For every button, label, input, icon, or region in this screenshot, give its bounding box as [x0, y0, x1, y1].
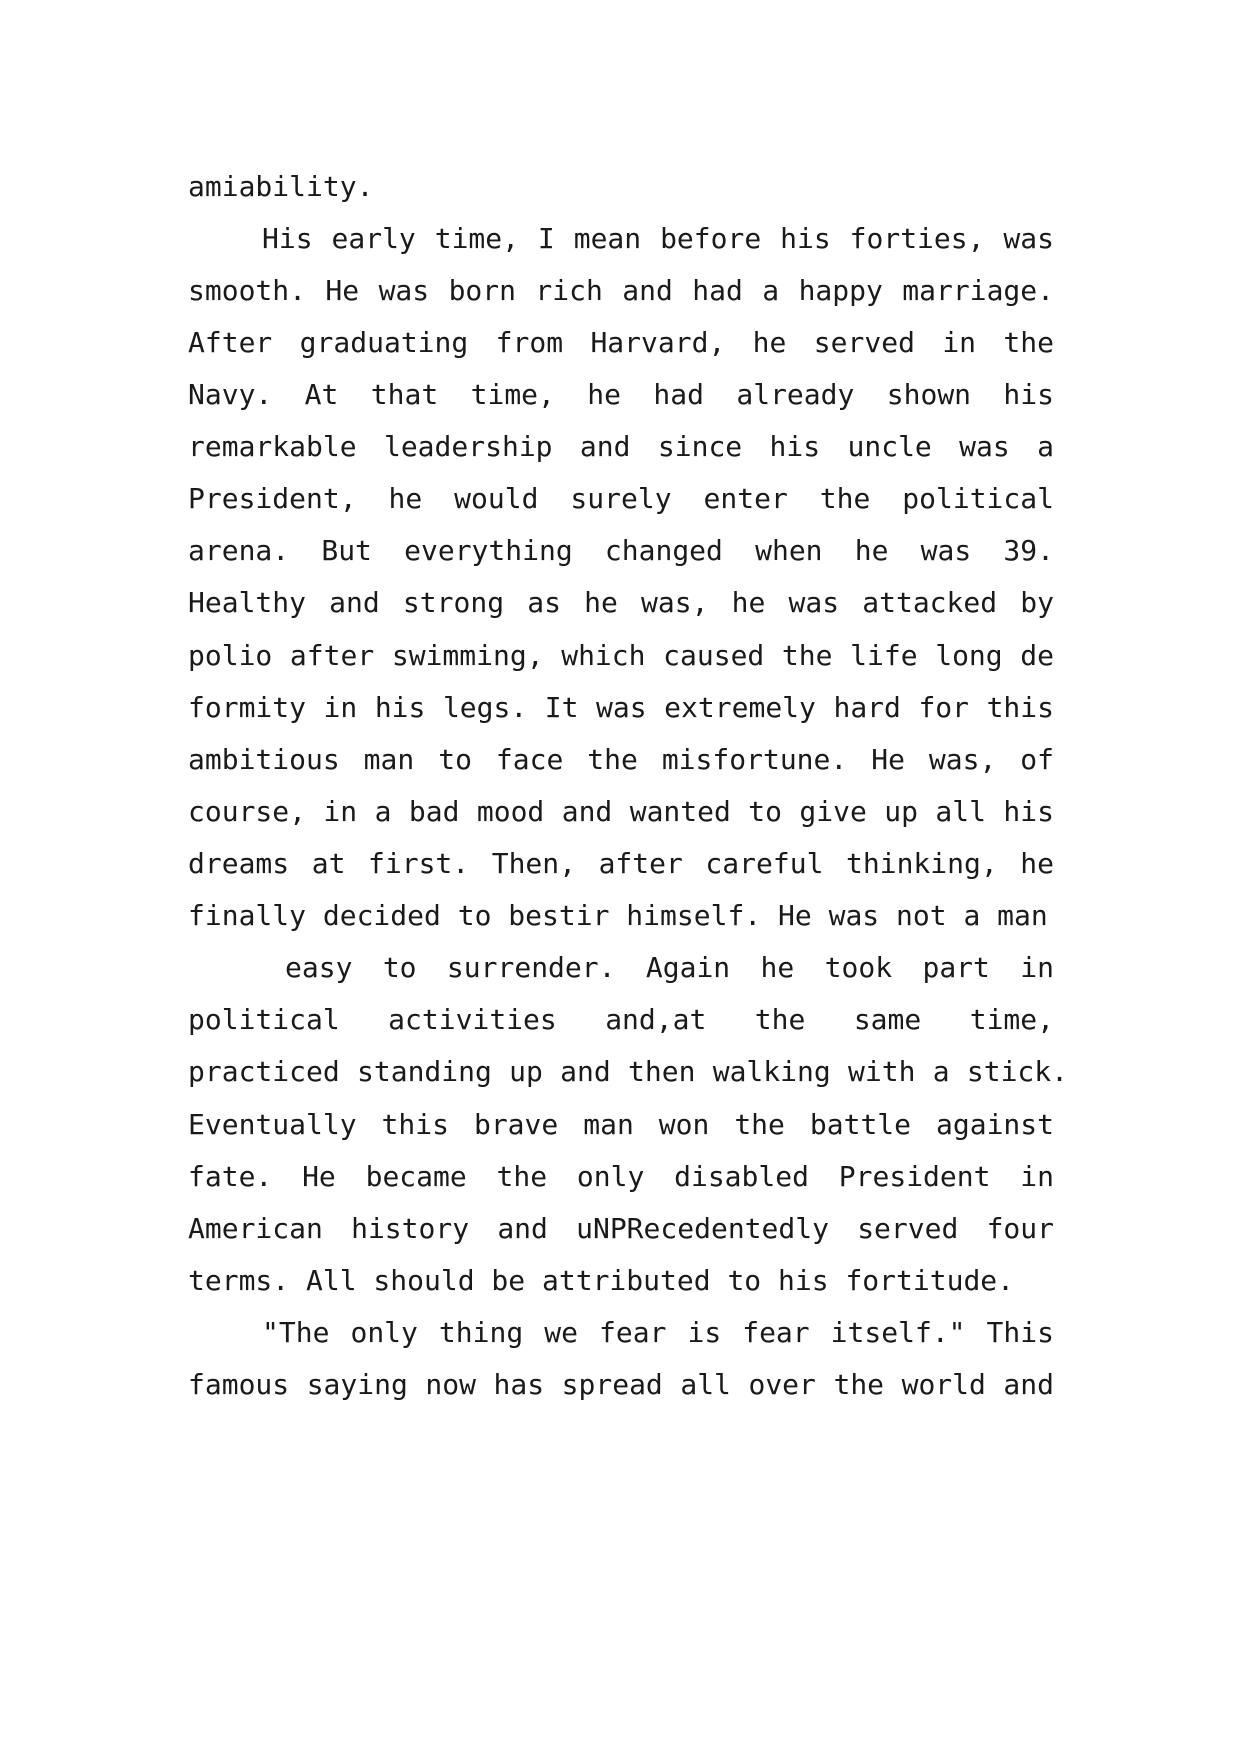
text-line: His early time, I mean before his forties, was	[262, 222, 1054, 255]
text-line: remarkable leadership and since his uncle was a	[188, 430, 1054, 463]
text-line: terms. All should be attributed to his fortitude.	[188, 1264, 1015, 1297]
text-line: easy to surrender. Again he took part in	[285, 951, 1054, 984]
text-line: smooth. He was born rich and had a happy marriage.	[188, 274, 1054, 307]
text-line: dreams at first. Then, after careful thinking, he	[188, 847, 1054, 880]
text-line: Navy. At that time, he had already shown his	[188, 378, 1054, 411]
text-line: practiced standing up and then walking with a stick.	[188, 1055, 1068, 1088]
text-line: "The only thing we fear is fear itself." This	[262, 1316, 1054, 1349]
text-line: finally decided to bestir himself. He was not a man	[188, 899, 1048, 932]
text-line: Healthy and strong as he was, he was attacked by	[188, 586, 1054, 619]
text-line: amiability.	[188, 170, 374, 203]
text-line: polio after swimming, which caused the life long de	[188, 639, 1054, 672]
text-line: formity in his legs. It was extremely hard for this	[188, 691, 1054, 724]
text-line: American history and uNPRecedentedly served four	[188, 1212, 1054, 1245]
text-line: ambitious man to face the misfortune. He was, of	[188, 743, 1054, 776]
text-line: fate. He became the only disabled President in	[188, 1160, 1054, 1193]
text-line: famous saying now has spread all over the world and	[188, 1368, 1054, 1401]
text-line: President, he would surely enter the political	[188, 482, 1054, 515]
text-line: Eventually this brave man won the battle against	[188, 1108, 1054, 1141]
text-line: After graduating from Harvard, he served in the	[188, 326, 1054, 359]
text-line: arena. But everything changed when he was 39.	[188, 534, 1054, 567]
text-line: course, in a bad mood and wanted to give up all his	[188, 795, 1054, 828]
text-line: political activities and,at the same time,	[188, 1003, 1054, 1036]
